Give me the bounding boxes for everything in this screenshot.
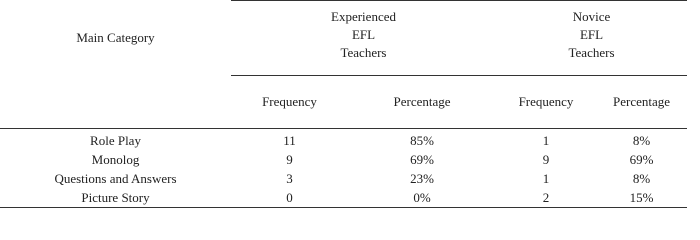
table-row bbox=[0, 129, 687, 151]
table-cell: 9 bbox=[542, 151, 550, 167]
table-cell: 69% bbox=[410, 151, 434, 167]
table-cell: 85% bbox=[410, 132, 434, 148]
table-cell: 9 bbox=[286, 151, 293, 167]
sub-header-cell: Frequency bbox=[496, 76, 596, 129]
main-category-spacer bbox=[0, 76, 231, 129]
table-cell: 11 bbox=[283, 132, 296, 148]
novice-group-title bbox=[496, 8, 687, 68]
experienced-group-title bbox=[231, 8, 496, 68]
row-category: Picture Story bbox=[0, 188, 231, 208]
group-title-line: EFL bbox=[579, 27, 604, 42]
table-cell: 2 bbox=[496, 188, 596, 208]
group-title-line: Teachers bbox=[568, 45, 615, 60]
row-category: Questions and Answers bbox=[54, 170, 177, 186]
sub-header-cell: Percentage bbox=[348, 76, 496, 129]
novice-group-header bbox=[496, 1, 687, 76]
sub-header-row bbox=[0, 76, 687, 129]
row-category: Monolog bbox=[91, 151, 140, 167]
sub-header-cell: Percentage bbox=[596, 76, 687, 129]
table-cell: 1 bbox=[542, 132, 550, 148]
table-cell: 0% bbox=[348, 188, 496, 208]
table-cell: 23% bbox=[410, 170, 434, 186]
table-cell: 15% bbox=[596, 188, 687, 208]
table-cell: 3 bbox=[286, 170, 293, 186]
group-title-line: Experienced bbox=[331, 9, 396, 24]
table-cell: 8% bbox=[632, 132, 651, 148]
table-cell: 8% bbox=[632, 170, 651, 186]
row-category: Role Play bbox=[90, 132, 141, 148]
group-title-line: Teachers bbox=[340, 45, 387, 60]
table-row bbox=[0, 150, 687, 169]
table-cell: 0 bbox=[231, 188, 348, 208]
group-title-line: EFL bbox=[351, 27, 376, 42]
table-cell: 1 bbox=[542, 170, 550, 186]
main-category-header: Main Category bbox=[76, 30, 155, 45]
group-title-line: Novice bbox=[572, 9, 611, 24]
sub-header-cell: Frequency bbox=[231, 76, 348, 129]
table-row bbox=[0, 169, 687, 188]
table-cell: 69% bbox=[629, 151, 654, 167]
group-header-row bbox=[0, 1, 687, 76]
experienced-group-header bbox=[231, 1, 496, 76]
table-row bbox=[0, 188, 687, 208]
